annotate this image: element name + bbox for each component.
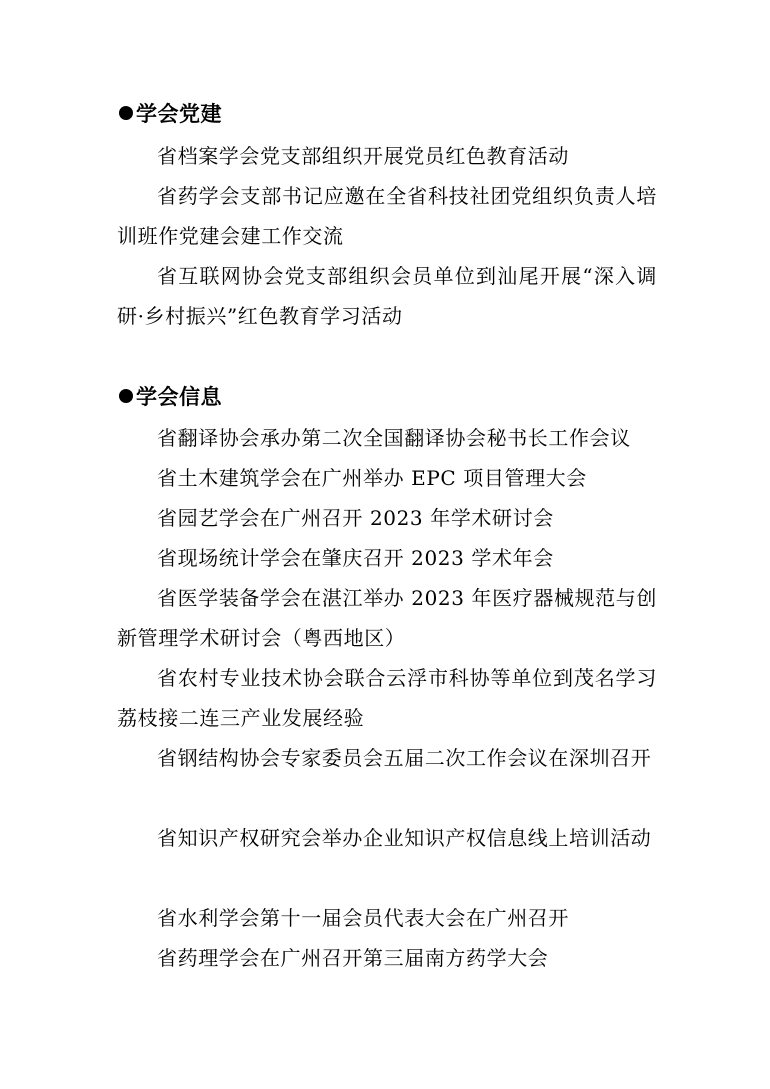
list-item: 省药理学会在广州召开第三届南方药学大会 [157, 946, 549, 970]
list-item: 省钢结构协会专家委员会五届二次工作会议在深圳召开 [157, 746, 652, 770]
section-heading-society-news [119, 381, 222, 411]
bullet-icon [119, 389, 133, 403]
list-item: 省园艺学会在广州召开 2023 年学术研讨会 [157, 506, 554, 530]
section-title: 学会信息 [136, 384, 222, 409]
list-item: 省农村专业技术协会联合云浮市科协等单位到茂名学习荔枝接二连三产业发展经验 [117, 666, 657, 730]
list-item: 省医学装备学会在湛江举办 2023 年医疗器械规范与创新管理学术研讨会（粤西地区） [117, 586, 657, 650]
list-item: 省知识产权研究会举办企业知识产权信息线上培训活动 [157, 826, 652, 850]
list-item: 省翻译协会承办第二次全国翻译协会秘书长工作会议 [157, 426, 631, 450]
list-item: 省水利学会第十一届会员代表大会在广州召开 [157, 906, 569, 930]
list-item: 省药学会支部书记应邀在全省科技社团党组织负责人培训班作党建会建工作交流 [117, 184, 657, 248]
list-item: 省档案学会党支部组织开展党员红色教育活动 [157, 144, 569, 168]
section-title: 学会党建 [136, 101, 222, 126]
list-item: 省互联网协会党支部组织会员单位到汕尾开展“深入调研·乡村振兴”红色教育学习活动 [117, 264, 657, 328]
section-heading-party-building [119, 98, 222, 128]
list-item: 省土木建筑学会在广州举办 EPC 项目管理大会 [157, 466, 587, 490]
bullet-icon [119, 106, 133, 120]
list-item: 省现场统计学会在肇庆召开 2023 学术年会 [157, 546, 554, 570]
